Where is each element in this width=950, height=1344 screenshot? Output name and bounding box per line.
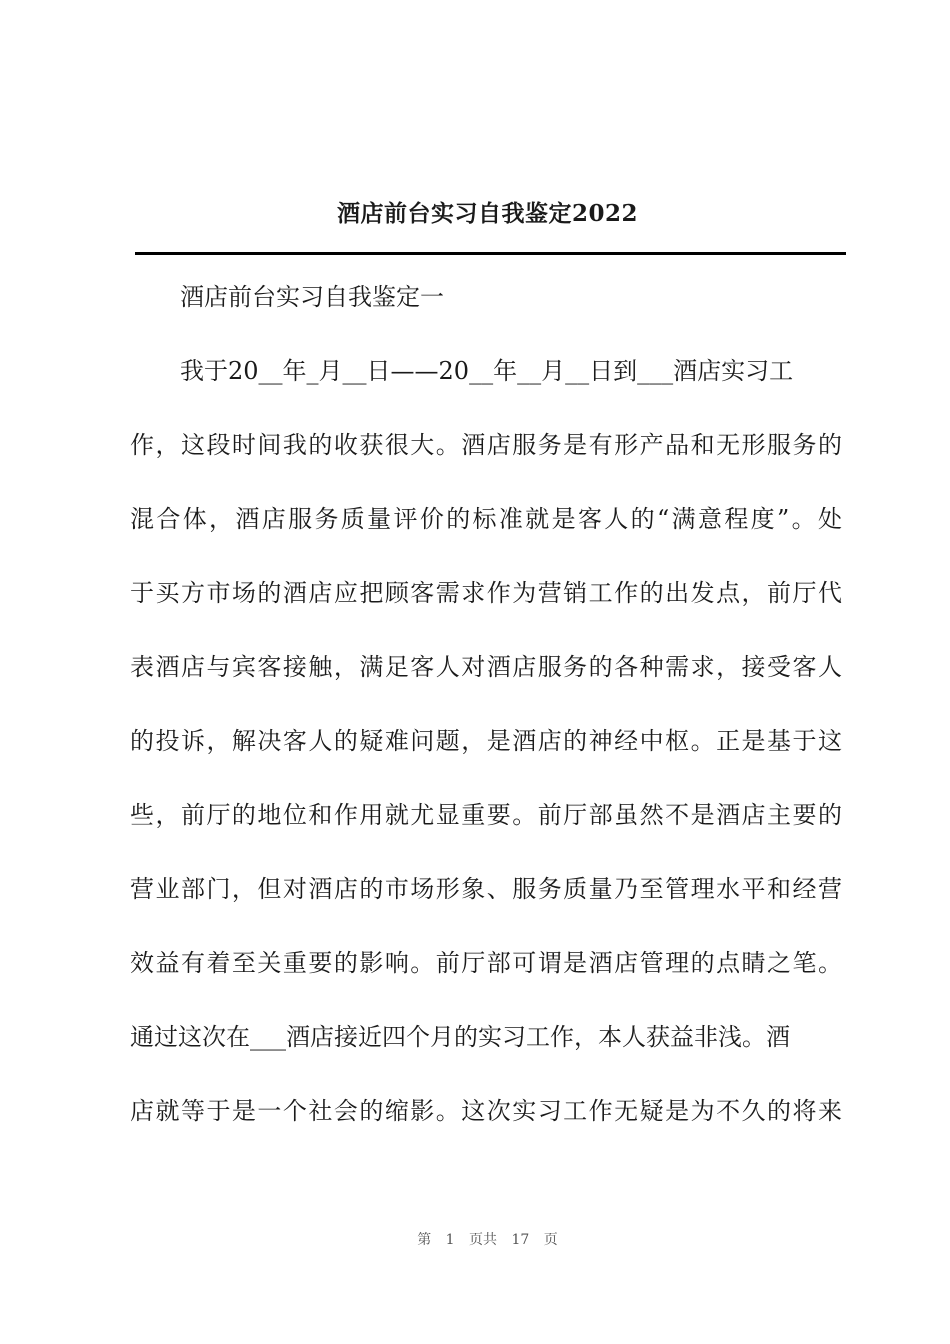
page-footer: 第 1 页共 17 页 xyxy=(417,1232,558,1248)
paragraph-line: 营业部门，但对酒店的市场形象、服务质量乃至管理水平和经营 xyxy=(130,875,842,903)
paragraph-line: 店就等于是一个社会的缩影。这次实习工作无疑是为不久的将来 xyxy=(130,1097,842,1125)
paragraph-line: 混合体，酒店服务质量评价的标准就是客人的“满意程度”。处 xyxy=(130,505,842,533)
paragraph-line: 我于20__年_月__日——20__年__月__日到___酒店实习工 xyxy=(180,357,794,385)
paragraph-line: 的投诉，解决客人的疑难问题，是酒店的神经中枢。正是基于这 xyxy=(130,727,842,755)
title-underline xyxy=(135,252,846,255)
paragraph-line: 通过这次在___酒店接近四个月的实习工作，本人获益非浅。酒 xyxy=(130,1023,790,1051)
section-heading: 酒店前台实习自我鉴定一 xyxy=(180,283,444,311)
paragraph-line: 于买方市场的酒店应把顾客需求作为营销工作的出发点，前厅代 xyxy=(130,579,842,607)
paragraph-line: 效益有着至关重要的影响。前厅部可谓是酒店管理的点睛之笔。 xyxy=(130,949,842,977)
paragraph-line: 些，前厅的地位和作用就尤显重要。前厅部虽然不是酒店主要的 xyxy=(130,801,842,829)
document-title: 酒店前台实习自我鉴定2022 xyxy=(336,200,638,227)
paragraph-line: 作，这段时间我的收获很大。酒店服务是有形产品和无形服务的 xyxy=(130,431,842,459)
paragraph-line: 表酒店与宾客接触，满足客人对酒店服务的各种需求，接受客人 xyxy=(130,653,842,681)
